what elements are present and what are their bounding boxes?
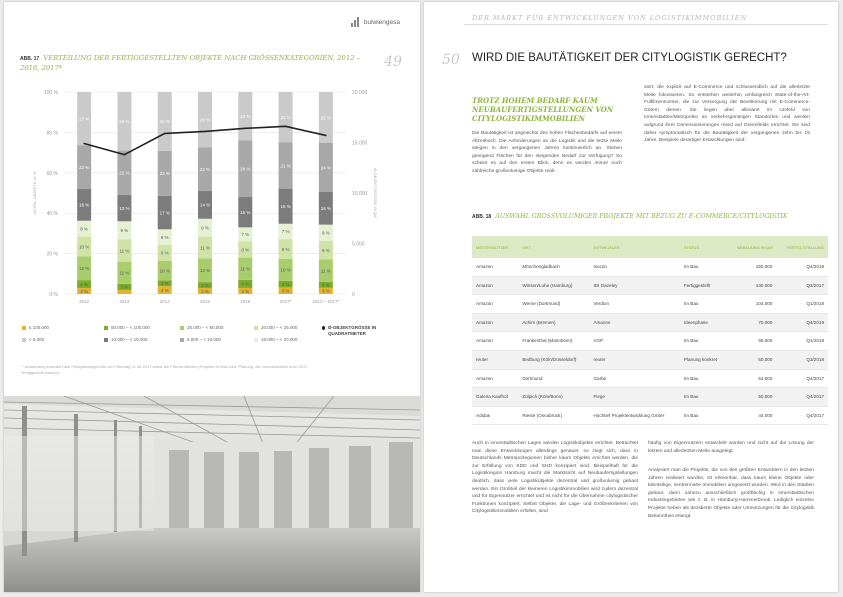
left-page [4,2,420,592]
y-left-tick-label: 20 % [46,251,58,258]
bulwiengesa-logo [351,17,400,27]
table-cell: Verdion [589,295,679,314]
table-cell: Winsen/Luhe (Hamburg) [518,276,589,295]
bar-segment-label: 21 % [280,163,291,169]
legend-swatch [254,326,258,330]
legend-swatch [180,338,184,342]
table-cell: 54.000 [727,369,776,388]
legend-swatch [22,326,26,330]
bar-segment-label: 9 % [120,228,129,234]
y-left-tick-label: 40 % [46,211,58,218]
line-point [124,154,126,156]
bar-segment-label: 16 % [320,206,331,212]
bar-segment-label: 3 % [160,281,169,287]
table-cell: Im Bau [680,369,727,388]
logo-text: bulwiengesa [363,18,400,26]
y-left-tick-label: 0 % [49,292,58,298]
table-cell: Achim (Bremen) [518,313,589,332]
legend-line-label: Ø-OBJEKTGRÖSSE IN QUADRATMETER [327,325,377,336]
bar-segment-label: 22 % [199,167,211,173]
bar-segment-label: 3 % [201,282,209,288]
table-cell: 130.000 [727,276,776,295]
table-cell: 50.000 [727,388,776,407]
bar-segment-label: 28 % [240,166,251,172]
bar-segment-label: 7 % [241,232,250,238]
table-cell: IDI Gazeley [589,276,679,295]
bar-segment-label: 3 % [201,288,209,294]
bar-segment-label: 13 % [119,205,130,211]
bar-segment-label: 8 % [321,230,330,236]
body-text-bottom-col2a: häufig von Eigennutzern entwickelt worden und nicht auf die Lösung der letzten und allerletzten Meile ausgelegt. [648,441,814,454]
legend-line-icon [322,326,325,330]
table-cell: Zülpich (Köln/Bonn) [518,388,589,407]
legend-label: 5.000 – < 10.000 [187,337,221,342]
line-point [83,143,85,145]
table-row [472,369,828,388]
bar-segment-label: 8 % [241,247,250,253]
y-left-axis-label: ANTEIL OBJEKTE IN % [32,171,37,215]
table-cell: Rieste (Osnabrück) [518,406,589,425]
x-tick-label: 2012 – 2017* [312,299,340,304]
bar-segment-label: 4 % [241,281,250,287]
projects-table [472,236,828,425]
table-cell: 44.000 [727,406,776,425]
bar-segment-label: 3 % [321,288,330,294]
bar-segment-label: 4 % [160,287,169,293]
table-row [472,406,828,425]
y-right-axis-label: Ø-OBJEKTGRÖSSE IN QM [373,168,378,218]
table-cell: 66.500 [727,332,776,351]
body-text-col2: siert, die explizit auf E-Commerce und schlussendlich auf die allerletzte Meile fokussieren. So entstehen weiterhin umfangreich State-of-the-Art-Fulfilmentcenter, die zur Versorgung der Bevölkerung mit E-Commerce-Gütern dienen. Sie liegen aber allesamt im Umfeld von Innenstädten/Metropolen an verkehrsgünstigen Standorten und werden aufgrund ihrer Dimensionierungen meist auf Greenfields errichtet. Sie sind daher symptomatisch für die Bautätigkeit der vergangenen zehn bis 15 Jahre. Beispiele derartiger Entwicklungen sind: [644,85,810,144]
table-header-cell: ENTWICKLER [589,236,679,258]
bar-segment [117,290,131,294]
bar-segment-label: 10 % [280,267,291,273]
legend-item [104,337,147,342]
bar-segment-label: 12 % [199,268,211,274]
bar-segment-label: 11 % [240,266,251,272]
body-text-bottom-col1: Auch in innerstädtischen Lagen werden Logistikobjekte errichtet. Betrachtet man diese Entwicklungen allerdings genauer, so zeigt sich, dass in Deutschlands Metropolregionen bisher kaum Objekte errichtet werden, die zur Erfüllung von SDD und SHD konzipiert sind. Beispielhaft für die Logistikregion Hamburg macht die Marktsicht auf Neubaufertigstellungen deutlich, dass viele Logistikobjekte dezentral und großvolumig gebaut werden. Ein Großteil der kleineren Logistikimmobilien wird zudem dezentral und für Eigennutzer errichtet und ist nicht für die Übernahme citylogistischer Funktionen konzipiert. Selbst Objekte, die Lage- und Größenkriterien von Citylogistikimmobilien erfüllen, sind [472,441,638,515]
table-header-cell: ORT [518,236,589,258]
table-cell: Q3/2018 [776,350,828,369]
running-header: DER MARKT FÜR ENTWICKLUNGEN VON LOGISTIKIMMOBILIEN [472,14,748,22]
legend-label: < 5.000 [29,337,45,342]
bar-segment-label: 29 % [119,119,130,125]
table-cell: Q4/2017 [776,369,828,388]
legend-swatch [104,338,108,342]
logo-bars-icon [351,17,361,27]
subheading: TROTZ HOHEM BEDARF KAUM NEUBAUFERTIGSTELLUNGEN VON CITYLOGISTIKIMMOBILIEN [472,96,614,123]
table-cell: Im Bau [680,295,727,314]
legend-swatch [254,338,258,342]
table-cell: Fiege [589,388,679,407]
bar-segment-label: 9 % [281,246,290,252]
legend-label: 20.000 – < 25.000 [261,325,298,330]
x-tick-label: 2014 [159,299,170,304]
bar-segment-label: 8 % [160,250,169,256]
body-text-col1: Die Bautätigkeit ist angesichts des hohen Flächenbedarfs auf einem Allzeithoch. Die Anforderungen an die Logistik und die letzte Meile steigen in den vergangenen Jahren kontinuierlich an. Stehen genügend Flächen für den steigenden Bedarf zur Verfügung? So scheint es auf den ersten Blick, denn es werden immer noch zahlreiche großvolumige Objekte reali- [472,131,622,174]
table-cell: Hochtief Projektentwicklung GmbH [589,406,679,425]
table-row [472,332,828,351]
table-header-cell: STATUS [680,236,727,258]
legend-item [180,325,223,330]
legend-label: 10.000 – < 15.000 [111,337,148,342]
table-cell: Galeria Kaufhof [472,388,518,407]
page-title: WIRD DIE BAUTÄTIGKEIT DER CITYLOGISTIK GERECHT? [472,52,787,64]
table-cell: Q4/2017 [776,388,828,407]
y-right-tick-label: 20.000 [352,90,368,96]
bar-segment-label: 17 % [159,210,170,216]
legend-item [22,325,49,330]
bar-segment-label: 23 % [159,171,170,177]
figure-footnote: * Auswertung kumuliert alle Fertigstellungen bis zum Stichtag 01.05.2017 sowie die Flächenflächen (Projekte im Bau bzw. Planung, die voraussichtlich noch 2017 fertiggestellt werden) [22,364,308,375]
table-cell: Bedburg (Köln/Düsseldorf) [518,350,589,369]
table-cell: Im Bau [680,406,727,425]
legend-item [104,325,150,330]
bar-segment-label: 11 % [119,270,130,276]
table-cell: 150.000 [727,258,776,276]
table-cell: Planung konkret [680,350,727,369]
right-page [424,2,838,592]
line-point [285,126,287,128]
table-cell: Q4/2017 [776,406,828,425]
figure-title: VERTEILUNG DER FERTIGGESTELLTEN OBJEKTE NACH GRÖSSENKATEGORIEN, 2012 – 2016, 2017* [20,54,361,72]
table-row [472,388,828,407]
legend-item [254,325,297,330]
header-rule [464,24,828,25]
table-cell: Amazon [472,258,518,276]
table-cell: Im Bau [680,332,727,351]
table-cell: reuter [472,350,518,369]
table-cell: reuter [589,350,679,369]
line-point [204,131,206,133]
x-tick-label: 2017* [279,299,292,304]
legend-swatch [104,326,108,330]
table-cell: Mönchengladbach [518,258,589,276]
table-cell: Im Bau [680,258,727,276]
bar-segment-label: 9 % [201,225,209,231]
table-cell: Werne (Dortmund) [518,295,589,314]
bar-segment-label: 3 % [80,288,89,294]
legend-label: 50.000 – < 100.000 [111,325,150,330]
table-cell: Adidas [472,406,518,425]
table-cell: Q4/2018 [776,258,828,276]
table-cell: Amazon [589,313,679,332]
y-right-tick-label: 5.000 [352,241,365,248]
bar-segment-label: 16 % [280,203,291,209]
page-number-right: 50 [442,52,460,68]
warehouse-interior-image [4,396,420,592]
y-right-tick-label: 0 [352,292,355,298]
table-cell: Frankenthal (Mannheim) [518,332,589,351]
bar-segment-label: 25 % [320,115,331,121]
bar-segment-label: 28 % [199,117,211,123]
bar-segment-label: 30 % [159,119,170,125]
table-row [472,258,828,276]
table-header-cell: FERTIG-STELLUNG [776,236,828,258]
table-cell: 70.000 [727,313,776,332]
table-header-cell: MIETER/NUTZER [472,236,518,258]
table-number: ABB. 18 [472,214,492,220]
table-header-row [472,236,828,258]
bar-segment-label: 4 % [80,281,89,287]
table-caption [472,213,822,220]
x-tick-label: 2015 [199,299,211,304]
legend-swatch [180,326,184,330]
table-cell: Amazon [472,276,518,295]
stacked-bar-chart [4,82,420,322]
table-cell: Q1/2018 [776,295,828,314]
bar-segment-label: 3 % [321,282,330,288]
bar-segment-label: 7 % [281,229,290,235]
figure-caption [20,54,380,73]
table-header-cell: BEBAUUNG IN QM [727,236,776,258]
table-cell: Q4/2019 [776,313,828,332]
bar-segment-label: 27 % [79,116,90,122]
table-cell: Im Bau [680,388,727,407]
bar-segment-label: 16 % [79,202,90,208]
table-cell: VGP [589,332,679,351]
bar-segment-label: 24 % [240,114,251,120]
table-cell: 60.000 [727,350,776,369]
figure-number: ABB. 17 [20,56,40,62]
table-row [472,295,828,314]
table-cell: 104.000 [727,295,776,314]
table-cell: Amazon [472,369,518,388]
legend-item [180,337,221,342]
bar-segment-label: 9 % [321,247,330,253]
table-cell: Dortmund [518,369,589,388]
bar-segment-label: 22 % [119,170,130,176]
bar-segment-label: 12 % [79,266,90,272]
table-cell: Ideenphase [680,313,727,332]
x-tick-label: 2012 [79,299,90,304]
bar-segment-label: 11 % [200,245,210,251]
bar-segment-label: 8 % [160,234,169,240]
table-row [472,350,828,369]
bar-segment-label: 15 % [240,209,251,215]
table-row [472,276,828,295]
bar-segment-label: 11 % [119,248,130,254]
bar-segment-label: 10 % [79,244,90,250]
table-cell: Amazon [472,295,518,314]
table-cell: Ixocon [589,258,679,276]
bar-segment-label: 3 % [120,284,129,290]
legend-swatch [22,338,26,342]
table-row [472,313,828,332]
legend-label: ≤ 100.000 [29,325,49,330]
y-left-tick-label: 60 % [46,170,58,177]
line-point [244,128,246,130]
bar-segment-label: 11 % [320,268,331,274]
page-number-left: 49 [384,54,402,70]
x-tick-label: 2013 [119,299,130,304]
table-cell: Garbe [589,369,679,388]
legend-label: 15.000 – < 20.000 [261,337,298,342]
line-point [164,133,166,135]
bar-segment-label: 8 % [80,226,89,232]
bar-segment-label: 3 % [241,288,250,294]
body-text-bottom-col2b: Analysiert man die Projekte, die von den größten Entwicklern in den letzten Jahren realisiert wurden, ist erkennbar, dass kaum kleine Objekte oder kleinteilige, zentrennahe Immobilien umgesetzt wurden. Wird in den Städten gebaut, dann nahezu ausschließlich großflächig in innerstädtischen Industriegebieten wie z. B. in Hamburg-Hammerbrook. Lediglich einzelne Projekte heben als dezidierte Objekte oder Umnutzungen für die Citylogistik Bekanntheit erlangt. [648,468,814,519]
table-cell: Q3/2017 [776,276,828,295]
legend-label: 25.000 – < 50.000 [187,325,224,330]
legend-item [254,337,297,342]
table-cell: Q1/2018 [776,332,828,351]
table-title: AUSWAHL GROSSVOLUMIGER PROJEKTE MIT BEZUG ZU E-COMMERCE/CITYLOGISTIK [495,213,788,220]
bar-segment-label: 14 % [199,202,211,208]
bar-segment-label: 3 % [281,281,290,287]
x-tick-label: 2016 [240,299,251,304]
bar-segment-label: 23 % [280,115,291,121]
bar-segment-label: 24 % [320,165,331,171]
table-cell: Amazon [472,313,518,332]
y-right-tick-label: 10.000 [352,191,368,197]
table-cell: Fertiggestellt [680,276,727,295]
bar-segment-label: 22 % [79,165,90,171]
line-point [325,135,327,137]
y-left-tick-label: 80 % [46,130,58,137]
bar-segment-label: 3 % [281,288,290,294]
legend-item-line [322,325,392,336]
warehouse-photo [4,396,420,592]
table-cell: Amazon [472,332,518,351]
y-right-tick-label: 15.000 [352,140,368,147]
bar-segment-label: 10 % [159,268,170,274]
legend-item [22,337,44,342]
y-left-tick-label: 100 % [43,90,58,96]
